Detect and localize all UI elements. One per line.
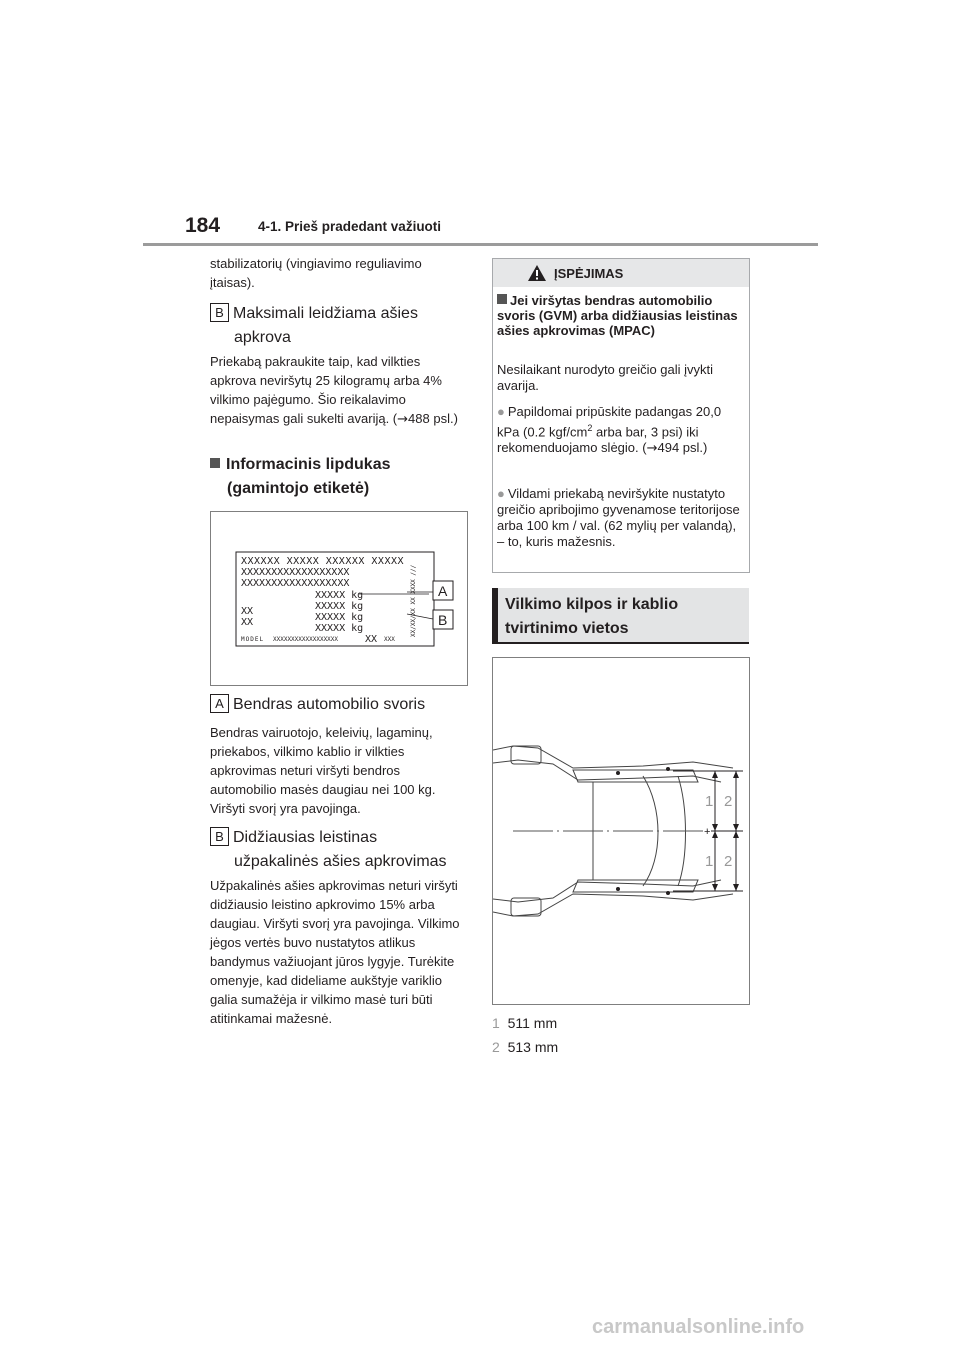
b2-paragraph: Užpakalinės ašies apkrovimas neturi viršyti didžiausio leistino apkrovimo 15% arba daugiau. Viršyti svorį yra pavojinga. Vilkimo jėgos vertės buvo nustatytos atlikus bandymus važiuojant jūros lygyje. Turėkite omenyje, kad dideliame aukštyje variklio galia sumažėja ir vilkimo masė turi būti atitinkamai mažesnė. bbox=[210, 878, 460, 1026]
label-model-xx: XX bbox=[365, 634, 378, 645]
rail-bottom-outer bbox=[493, 894, 733, 916]
dim-label-2-top: 2 bbox=[724, 793, 733, 810]
square-bullet-icon bbox=[497, 294, 507, 304]
a-paragraph: Bendras vairuotojo, keleivių, lagaminų, priekabos, vilkimo kablio ir vilkties apkrovimas neturi viršyti bendros automobilio masės daugiau nei 100 kg. Viršyti svorį yra pavojinga. bbox=[210, 725, 436, 816]
warning-header bbox=[493, 259, 749, 287]
square-bullet-icon bbox=[210, 458, 220, 468]
label-figure bbox=[210, 511, 468, 686]
intro-text: stabilizatorių (vingiavimo reguliavimo įtaisas). bbox=[210, 256, 422, 290]
arrow-icon: → bbox=[397, 412, 409, 427]
label-row-6: XXXXX kg bbox=[315, 612, 364, 623]
label-model-value: XXXXXXXXXXXXXXXXXX bbox=[273, 636, 339, 643]
tag-b: B bbox=[210, 303, 229, 322]
warning-text: Nesilaikant nurodyto greičio gali įvykti avarija. bbox=[497, 362, 714, 393]
dim-label-1-top: 1 bbox=[705, 793, 714, 810]
label-row-7: XXXXX kg bbox=[315, 623, 364, 634]
dim-label-1-bottom: 1 bbox=[705, 853, 714, 870]
tag-a: A bbox=[210, 694, 229, 713]
label-row-1: XXXXXX XXXXX XXXXXX XXXXX bbox=[241, 556, 405, 567]
section-title: 4-1. Prieš pradedant važiuoti bbox=[258, 219, 442, 234]
warning-bullet-2: ● Vildami priekabą neviršykite nustatyto greičio apribojimo gyvenamose teritorijose arba 100 km / val. (62 mylių per valandą), – to, kuris mažesnis. bbox=[497, 486, 740, 549]
label-diagram bbox=[211, 512, 467, 685]
circle-bullet-icon: ● bbox=[497, 404, 505, 419]
dim-label-2-bottom: 2 bbox=[724, 853, 733, 870]
legend-item: 1 511 mm bbox=[492, 1015, 558, 1031]
section-a-title: A Bendras automobilio svoris bbox=[210, 693, 470, 717]
legend-list bbox=[492, 1011, 558, 1059]
b1-title-line1: Maksimali leidžiama ašies bbox=[233, 305, 418, 322]
callout-b: B bbox=[438, 612, 448, 628]
section-b1-title bbox=[210, 302, 470, 350]
rail-top-outer bbox=[493, 746, 733, 768]
warning-title: ĮSPĖJIMAS bbox=[554, 266, 624, 281]
label-model: MODEL bbox=[241, 636, 265, 643]
center-mark: + bbox=[704, 826, 711, 838]
page-number: 184 bbox=[185, 214, 221, 237]
label-xx-1: XX bbox=[241, 606, 254, 617]
heading-text: Vilkimo kilpos ir kablio tvirtinimo vietos bbox=[505, 596, 679, 637]
label-xx-2: XX bbox=[241, 617, 254, 628]
label-row-5: XXXXX kg bbox=[315, 601, 364, 612]
footer-watermark[interactable]: carmanualsonline.info bbox=[592, 1316, 805, 1338]
callout-a: A bbox=[438, 583, 448, 599]
legend-item: 2 513 mm bbox=[492, 1039, 559, 1055]
label-row-4: XXXXX kg bbox=[315, 590, 364, 601]
label-row-2: XXXXXXXXXXXXXXXXXX bbox=[241, 567, 350, 578]
arrow-icon: → bbox=[646, 441, 658, 457]
info-label-title: Informacinis lipdukas (gamintojo etiketė) bbox=[210, 453, 470, 501]
section-heading bbox=[492, 588, 749, 644]
section-b2-title: B Didžiausias leistinas užpakalinės ašies apkrovimas bbox=[210, 826, 470, 874]
warning-box bbox=[492, 258, 750, 573]
label-model-xxx: XXX bbox=[384, 636, 395, 643]
tag-b2: B bbox=[210, 827, 229, 846]
circle-bullet-icon: ● bbox=[497, 486, 505, 501]
car-figure bbox=[492, 657, 750, 1005]
b1-title-line2: apkrova bbox=[234, 329, 291, 346]
car-underbody-diagram bbox=[493, 658, 749, 1004]
warning-bullet-1: ● Papildomai pripūskite padangas 20,0 kPa (0.2 kgf/$cm^2$ arba bar, 3 psi) iki rekomenduojamo slėgio. (→494 psl.) bbox=[497, 404, 722, 457]
label-side-text: XX/XX/XX XX XXXX /// bbox=[410, 564, 417, 637]
heading-bar bbox=[492, 588, 498, 642]
b1-paragraph: Priekabą pakraukite taip, kad vilkties apkrova neviršytų 25 kilogramų arba 4% vilkimo pajėgumo. Šio reikalavimo nepaisymas gali sukelti avariją. (→488 psl.) bbox=[210, 354, 458, 427]
warning-triangle-icon bbox=[527, 264, 547, 282]
label-row-3: XXXXXXXXXXXXXXXXXX bbox=[241, 578, 350, 589]
header-rule bbox=[143, 243, 818, 246]
warning-subtitle: Jei viršytas bendras automobilio svoris (GVM) arba didžiausias leistinas ašies apkrovimas (MPAC) bbox=[497, 293, 738, 338]
